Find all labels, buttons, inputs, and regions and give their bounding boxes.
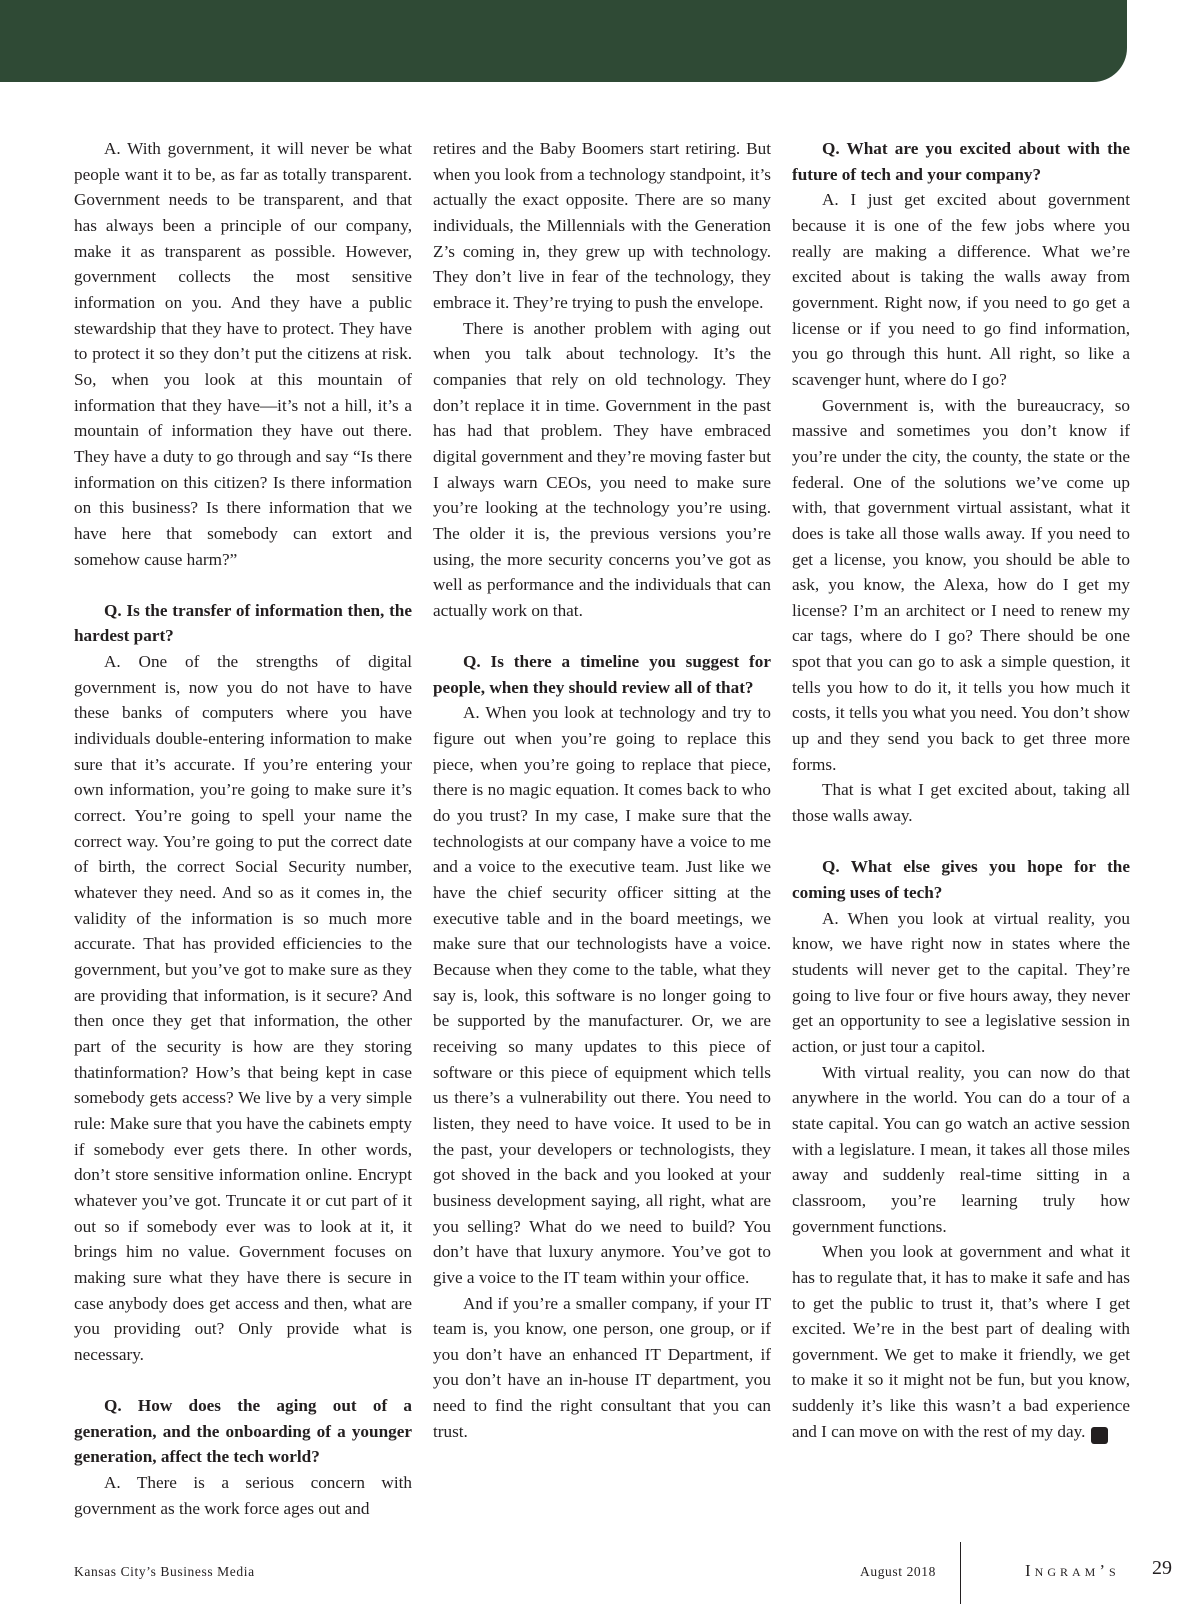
footer-divider	[960, 1542, 961, 1604]
column-3	[792, 136, 1130, 1444]
end-mark-icon: I	[1091, 1427, 1108, 1444]
question-heading: Q. What else gives you hope for the coming uses of tech?	[792, 857, 1130, 903]
final-paragraph-text: When you look at government and what it has to regulate that, it has to make it safe and has to get the public to trust it, that’s where I get excited. We’re in the best part of dealing with government. We get to make it friendly, we get to make it so it might not be fun, but you know, suddenly it’s like this wasn’t a bad experience and I can move on with the rest of my day.	[792, 1242, 1130, 1441]
footer-magazine-name: Ingram’s	[1025, 1561, 1120, 1580]
question-heading: Q. What are you excited about with the future of tech and your company?	[792, 139, 1130, 184]
answer-paragraph: A. When you look at virtual reality, you know, we have right now in states where the students will never get to the capital. They’re going to live four or five hours away, they never get an opportunity to see a legislative session in action, or just tour a capitol.	[792, 908, 1130, 1056]
page-number: 29	[1152, 1557, 1172, 1579]
answer-paragraph: A. One of the strengths of digital government is, now you do not have to have these banks of computers where you have individuals double-entering information to make sure that it’s accurate. If you’re entering your own information, you’re going to make sure it’s correct. You’re going to spell your name the correct way. You’re going to put the correct date of birth, the correct Social Security number, whatever they need. And so as it comes in, the validity of the information is so much more accurate. That has provided efficiencies to the government, but you’ve got to make sure as they are providing that information, is it secure? And then once they get that information, the other part of the security is how are they storing thatinformation? How’s that being kept in case somebody gets access? We live by a very simple rule: Make sure that you have the cabinets empty if somebody ever gets there. In other words, don’t store sensitive information online. Encrypt whatever you’ve got. Truncate it or cut part of it out so if somebody ever was to look at it, it brings him no value. Government focuses on making sure what they have there is secure in case anybody does get access and then, what are you providing out? Only provide what is necessary.	[74, 652, 412, 1364]
header-banner	[0, 0, 1127, 82]
answer-paragraph: Government is, with the bureaucracy, so massive and sometimes you don’t know if you’re under the city, the county, the state or the federal. One of the solutions we’ve come up with, that government virtual assistant, what it does is take all those walls away. If you need to get a license, you know, you should be able to ask, you know, the Alexa, how do I get my license? I’m an architect or I need to renew my car tags, where do I go? There should be one spot that you can go to ask a simple question, it tells you how to do it, it tells you how much it costs, it tells you what you need. You don’t show up and they send you back to get three more forms.	[792, 395, 1130, 774]
question-heading: Q. Is there a timeline you suggest for people, when they should review all of that?	[433, 652, 771, 697]
footer-publisher: Kansas City’s Business Media	[74, 1564, 255, 1579]
answer-paragraph	[792, 1239, 1130, 1444]
answer-paragraph: With virtual reality, you can now do that anywhere in the world. You can do a tour of a state capital. You can go watch an active session with a legislature. I mean, it takes all those miles away and suddenly real-time sitting in a classroom, you’re learning truly how government functions.	[792, 1062, 1130, 1236]
answer-paragraph: A. With government, it will never be what people want it to be, as far as totally transparent. Government needs to be transparent, and that has always been a principle of our company, make it as transparent as possible. However, government collects the most sensitive information on you. And they have a public stewardship that they have to protect. They have to protect it so they don’t put the citizens at risk. So, when you look at this mountain of information that they have—it’s not a hill, it’s a mountain of information they have out there. They have a duty to go through and say “Is there information on this citizen? Is there information on this business? Is there information that we have here that somebody can extort and somehow cause harm?”	[74, 139, 412, 569]
answer-paragraph: There is another problem with aging out when you talk about technology. It’s the companies that rely on old technology. They don’t replace it in time. Government in the past has had that problem. They have embraced digital government and they’re moving faster but I always warn CEOs, you need to make sure you’re looking at the technology you’re using. The older it is, the previous versions you’re using, the more security concerns you’ve got as well as performance and the individuals that can actually work on that.	[433, 318, 771, 620]
column-2	[433, 136, 771, 1444]
answer-paragraph: And if you’re a smaller company, if your IT team is, you know, one person, one group, or if you don’t have an enhanced IT Department, if you don’t have an in-house IT department, you need to find the right consultant that you can trust.	[433, 1293, 771, 1441]
footer-date: August 2018	[860, 1564, 936, 1579]
question-heading: Q. Is the transfer of information then, the hardest part?	[74, 600, 412, 646]
answer-paragraph: A. I just get excited about government because it is one of the few jobs where you really are making a difference. What we’re excited about is taking the walls away from government. Right now, if you need to go get a license or if you need to go find information, you go through this hunt. All right, so like a scavenger hunt, where do I go?	[792, 190, 1130, 389]
column-1	[74, 136, 412, 1521]
answer-paragraph: A. There is a serious concern with government as the work force ages out and	[74, 1473, 412, 1518]
answer-paragraph: That is what I get excited about, taking all those walls away.	[792, 780, 1130, 826]
answer-paragraph: A. When you look at technology and try to figure out when you’re going to replace this piece, when you’re going to replace that piece, there is no magic equation. It comes back to who do you trust? In my case, I make sure that the technologists at our company have a voice to me and a voice to the executive team. Just like we have the chief security officer sitting at the executive table and in the board meetings, we make sure that our technologists have a voice. Because when they come to the table, what they say is, look, this software is no longer going to be supported by the manufacturer. Or, we are receiving so many updates to this piece of software or this piece of equipment which tells us there’s a vulnerability out there. You need to listen, they need to have voice. It used to be in the past, your developers or technologists, they got shoved in the back and you looked at your business development saying, all right, what are you selling? What do we need to build? You don’t have that luxury anymore. You’ve got to give a voice to the IT team within your office.	[433, 703, 771, 1287]
question-heading: Q. How does the aging out of a generation, and the onboarding of a younger generation, affect the tech world?	[74, 1396, 412, 1467]
continued-paragraph: retires and the Baby Boomers start retiring. But when you look from a technology standpoint, it’s actually the exact opposite. There are so many individuals, the Millennials with the Generation Z’s coming in, they grew up with technology. They don’t live in fear of the technology, they embrace it. They’re trying to push the envelope.	[433, 139, 771, 312]
